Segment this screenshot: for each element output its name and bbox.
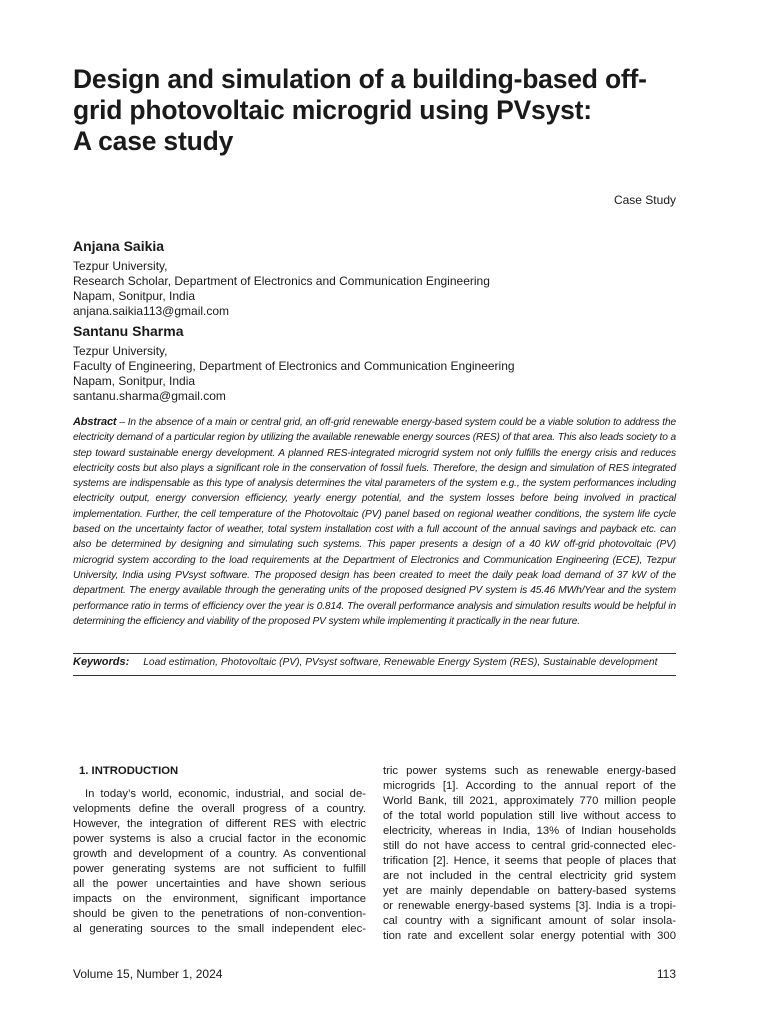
author-affiliation: Tezpur University, xyxy=(73,344,168,358)
section-heading: 1. INTRODUCTION xyxy=(79,765,179,777)
page-number: 113 xyxy=(656,967,676,981)
paper-title xyxy=(73,64,683,157)
abstract xyxy=(73,415,676,629)
author-affiliation: Tezpur University, xyxy=(73,259,168,273)
author-name: Santanu Sharma xyxy=(73,323,184,339)
title-line: Design and simulation of a building-based off- xyxy=(73,64,647,94)
author-block xyxy=(73,322,693,404)
title-line: grid photovoltaic microgrid using PVsyst: xyxy=(73,95,592,125)
body-paragraph: In today’s world, economic, industrial, and social de- velopments define the overall progress of a country. However, the integration of different RES with electric power systems is also a crucial factor in the economic growth and development of a country. As conventional power generating systems are not sufficient to fulfill all the power uncertainties and have shown serious impacts on the environment, significant importance should be given to the penetrations of non-convention- al generating sources to the small independent elec- xyxy=(73,788,366,935)
author-block xyxy=(73,237,693,319)
title-line: A case study xyxy=(73,126,234,156)
abstract-label: Abstract xyxy=(73,416,117,428)
author-address: Napam, Sonitpur, India xyxy=(73,374,196,388)
author-affiliation: Research Scholar, Department of Electronics and Communication Engineering xyxy=(73,274,490,288)
left-column xyxy=(73,764,366,937)
divider xyxy=(73,675,676,676)
divider xyxy=(73,653,676,654)
article-type: Case Study xyxy=(613,193,676,207)
right-column xyxy=(383,764,676,944)
author-address: Napam, Sonitpur, India xyxy=(73,289,196,303)
keywords-label: Keywords: xyxy=(73,656,130,668)
author-email: santanu.sharma@gmail.com xyxy=(73,389,226,403)
keywords xyxy=(73,656,676,668)
author-email: anjana.saikia113@gmail.com xyxy=(73,304,230,318)
author-affiliation: Faculty of Engineering, Department of Electronics and Communication Engineering xyxy=(73,359,515,373)
keywords-text: Load estimation, Photovoltaic (PV), PVsyst software, Renewable Energy System (RES), Sustainable development xyxy=(143,657,658,668)
footer-volume: Volume 15, Number 1, 2024 xyxy=(73,967,223,981)
body-paragraph: tric power systems such as renewable energy-based microgrids [1]. According to the annual report of the World Bank, till 2021, approximately 770 million people of the total world population still live without access to electricity, whereas in India, 13% of Indian households still do not have access to central grid-connected elec- trification [2]. Hence, it seems that people of places that are not included in the central electricity grid system yet are mainly dependable on battery-based systems or renewable energy-based systems [3]. India is a tropi- cal country with a significant amount of solar insola- tion rate and excellent solar energy potential with 300 xyxy=(383,765,676,942)
author-name: Anjana Saikia xyxy=(73,238,165,254)
abstract-text: – In the absence of a main or central grid, an off-grid renewable energy-based system could be a viable solution to address the electricity demand of a particular region by utilizing the available renewable energy sources (RES) of that area. This also leads society to a step toward sustainable energy development. A planned RES-integrated microgrid system not only fulfills the energy crisis and reduces electricity costs but also plays a significant role in the conservation of fossil fuels. Therefore, the design and simulation of RES integrated systems are indispensable as this type of analysis determines the vital parameters of the system e.g., the system performances including electricity output, energy conversion efficiency, yearly energy potential, and the system losses before being involved in practical implementation. Further, the cell temperature of the Photovoltaic (PV) panel based on regional weather conditions, the system life cycle based on the uncertainty factor of weather, total system installation cost with a full account of the annual savings and payback etc. can also be determined by designing and simulating such systems. This paper presents a design of a 40 kW off-grid photovoltaic (PV) microgrid system according to the load requirements at the Department of Electronics and Communication Engineering (ECE), Tezpur University, India using PVsyst software. The proposed design has been created to meet the daily peak load demand of 37 kW of the department. The energy available through the generating units of the proposed designed PV system is 45.46 MWh/Year and the system performance ratio in terms of efficiency over the year is 0.814. The overall performance analysis and simulation results would be helpful in determining the efficiency and viability of the proposed PV system while implementing it practically in the near future. xyxy=(73,417,676,627)
